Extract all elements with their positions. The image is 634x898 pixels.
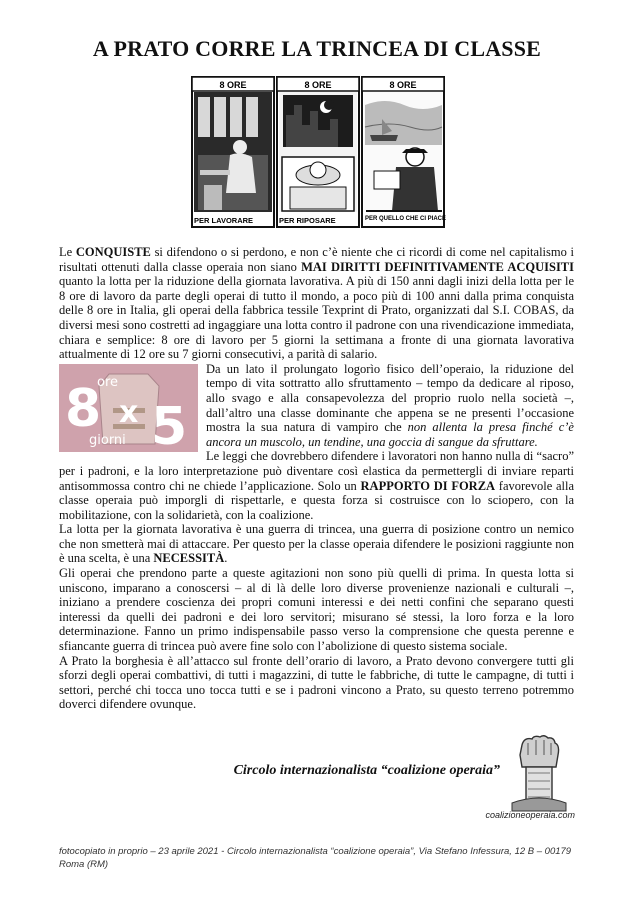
panel-2-header: 8 ORE [304, 80, 332, 90]
mai-diritti-emphasis: MAI DIRITTI DEFINITIVAMENTE ACQUISITI [301, 259, 575, 274]
panel-3-header: 8 ORE [389, 80, 417, 90]
sleeping-worker-illustration [279, 92, 357, 212]
logo-x: x [119, 394, 139, 430]
article-body [59, 245, 574, 712]
paragraph-3: Le leggi che dovrebbero difendere i lavoratori non hanno nulla di “sacro” per i padroni, e la loro interpretazione può diventare così elastica da permettergli di inviare reparti antisommossa contro chi ne chiede l’applicazione. Solo un RAPPORTO DI FORZA favorevole alla classe operaia può imporgli di rispettarle, e questa forza si costruisce con lo sciopero, con la mobilitazione, con la solidarietà, con la coalizione. [59, 449, 574, 522]
website-link[interactable]: coalizioneoperaia.com [485, 810, 575, 820]
raised-fist-icon [508, 733, 570, 813]
paragraph-5: Gli operai che prendono parte a queste agitazioni non sono più quelli di prima. In questa lotta si uniscono, imparano a conoscersi – al di là delle loro diverse provenienze nazionali e culturali –, iniziano a prendere coscienza dei propri comuni interessi e dei netti confini che separano questi interessi da quelli dei padroni e dei loro servitori; misurano sé stessi, la loro forza e la loro determinazione. Fanno un primo indispensabile passo verso la comprensione che questa perenne e sfiancante guerra di trincea può avere fine solo con l’abolizione di questo sistema sociale. [59, 566, 574, 654]
logo-eight: 8 [65, 378, 102, 439]
worker-at-loom-illustration [194, 92, 272, 212]
logo-five: 5 [151, 396, 188, 452]
page-title: A PRATO CORRE LA TRINCEA DI CLASSE [92, 36, 542, 61]
paragraph-1: Le CONQUISTE si difendono o si perdono, e non c’è niente che ci ricordi di come nel capitalismo i risultati ottenuti dalla classe operaia non siano MAI DIRITTI DEFINITIVAMENTE ACQUISITI quanto la lotta per la riduzione della giornata lavorativa. A più di 150 anni dagli inizi della lotta per le 8 ore di lavoro da parte degli operai di tutto il mondo, a poco più di 100 anni dalla prima conquista delle 8 ore in Italia, gli operai della fabbrica tessile Texprint di Prato, organizzati dal S.I. COBAS, da diversi mesi sono costretti ad ingaggiare una lotta contro il padrone con una rivendicazione immediata, chiara e semplice: 8 ore di lavoro per 5 giorni la settimana a fronte di una giornata lavorativa attualmente di 12 ore su 7 giorni consecutivi, a parità di salario. [59, 245, 575, 362]
necessita-emphasis: NECESSITÀ [153, 551, 225, 566]
panel-2-caption: PER RIPOSARE [279, 216, 336, 225]
logo-giorni: giorni [89, 432, 126, 448]
logo-ore: ore [97, 374, 119, 390]
paragraph-2: Da un lato il prolungato logorìo fisico dell’operaio, la riduzione del tempo di vita sottratto allo sfruttamento – tempo da dedicare al riposo, allo svago e alla consapevolezza del proprio ruolo nella società –, dall’altro una classe dominante che appena se ne presenti l’occasione mostra la sua natura di vampiro che non allenta la presa finché c’è ancora un muscolo, un tendine, una goccia di sangue da sfruttare. [206, 361, 574, 449]
conquiste-emphasis: CONQUISTE [75, 245, 151, 259]
leisure-reading-illustration [364, 92, 442, 212]
panel-1-caption: PER LAVORARE [194, 216, 254, 225]
vampire-quote: non allenta la presa finché c’è ancora un muscolo, un tendine, una goccia di sangue da sfruttare. [206, 420, 574, 449]
footer-note: fotocopiato in proprio – 23 aprile 2021 - Circolo internazionalista “coalizione operaia”, Via Stefano Infessura, 12 B – 00179 Roma (RM) [59, 846, 572, 870]
eight-hours-five-days-logo [59, 364, 198, 452]
eight-hours-vignette [190, 75, 447, 230]
panel-1-header: 8 ORE [219, 80, 247, 90]
signature: Circolo internazionalista “coalizione operaia” [233, 763, 500, 778]
rapporto-di-forza-emphasis: RAPPORTO DI FORZA [360, 478, 496, 493]
panel-3-caption: PER QUELLO CHE CI PIACE [365, 216, 447, 222]
paragraph-6: A Prato la borghesia è all’attacco sul fronte dell’orario di lavoro, a Prato devono convergere tutti gli sforzi degli operai combattivi, di tutti i magazzini, di tutte le fabbriche, di tutte le campagne, di tutti i settori, perché chi tocca uno tocca tutti e se i padroni vincono a Prato, su questo terreno potremmo doverci difendere ovunque. [59, 653, 574, 712]
paragraph-4: La lotta per la giornata lavorativa è una guerra di trincea, una guerra di posizione contro un nemico che non smetterà mai di attaccare. Per questo per la classe operaia difendere le posizioni raggiunte non è una scelta, è una NECESSITÀ. [59, 522, 574, 566]
